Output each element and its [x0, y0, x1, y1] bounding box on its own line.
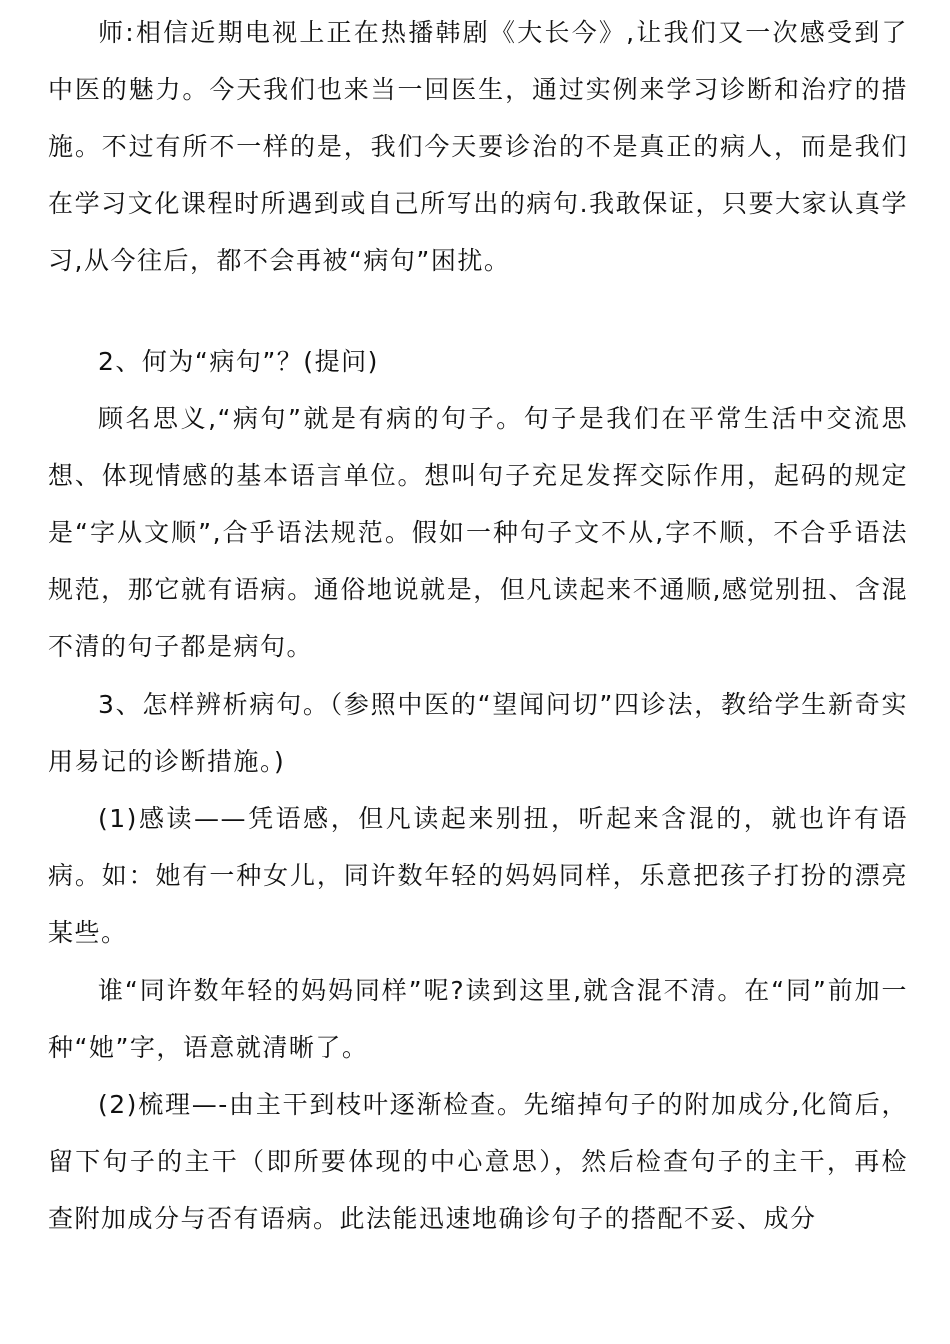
paragraph-what-is-sick-sentence: 2、何为“病句”？(提问)	[98, 347, 379, 376]
paragraph-definition: 顾名思义,“病句”就是有病的句子。句子是我们在平常生活中交流思想、体现情感的基本语言单位。想叫句子充足发挥交际作用，起码的规定是“字从文顺”,合乎语法规范。假如一种句子文不从,字不顺，不合乎语法规范，那它就有语病。通俗地说就是，但凡读起来不通顺,感觉别扭、含混不清的句子都是病句。	[48, 404, 908, 661]
paragraph-method-reading: (1)感读——凭语感，但凡读起来别扭，听起来含混的，就也许有语病。如：她有一种女儿，同许数年轻的妈妈同样，乐意把孩子打扮的漂亮某些。	[48, 804, 908, 947]
paragraph-example-explanation: 谁“同许数年轻的妈妈同样”呢?读到这里,就含混不清。在“同”前加一种“她”字，语意就清晰了。	[48, 976, 908, 1062]
paragraph-teacher-intro: 师:相信近期电视上正在热播韩剧《大长今》,让我们又一次感受到了中医的魅力。今天我们也来当一回医生，通过实例来学习诊断和治疗的措施。不过有所不一样的是，我们今天要诊治的不是真正的病人，而是我们在学习文化课程时所遇到或自己所写出的病句.我敢保证，只要大家认真学习,从今往后，都不会再被“病句”困扰。	[48, 18, 908, 275]
paragraph-method-combing: (2)梳理—-由主干到枝叶逐渐检查。先缩掉句子的附加成分,化简后，留下句子的主干（即所要体现的中心意思），然后检查句子的主干，再检查附加成分与否有语病。此法能迅速地确诊句子的搭配不妥、成分	[48, 1090, 908, 1233]
paragraph-how-to-analyze: 3、怎样辨析病句。（参照中医的“望闻问切”四诊法，教给学生新奇实用易记的诊断措施。)	[48, 690, 908, 776]
